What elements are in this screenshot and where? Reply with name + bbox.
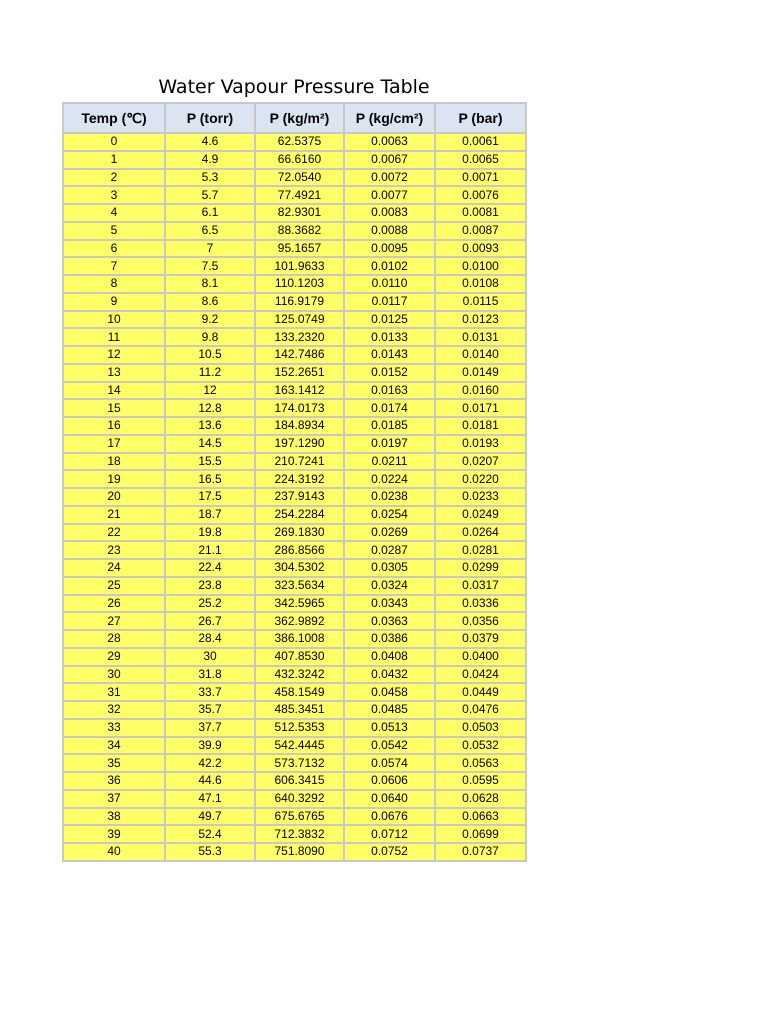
cell-kg-m2: 82.9301 xyxy=(255,204,344,222)
cell-temp: 2 xyxy=(63,169,165,187)
cell-temp: 18 xyxy=(63,453,165,471)
cell-kg-m2: 386.1008 xyxy=(255,630,344,648)
cell-kg-cm2: 0.0211 xyxy=(344,453,435,471)
vapour-pressure-table-container xyxy=(62,102,525,862)
cell-kg-m2: 133.2320 xyxy=(255,328,344,346)
cell-temp: 3 xyxy=(63,186,165,204)
cell-bar: 0.0093 xyxy=(435,240,526,258)
cell-temp: 17 xyxy=(63,435,165,453)
cell-kg-m2: 77.4921 xyxy=(255,186,344,204)
cell-bar: 0.0123 xyxy=(435,311,526,329)
cell-kg-m2: 712.3832 xyxy=(255,825,344,843)
cell-kg-cm2: 0.0287 xyxy=(344,541,435,559)
table-row xyxy=(63,399,526,417)
cell-bar: 0.0532 xyxy=(435,737,526,755)
cell-torr: 7.5 xyxy=(165,257,255,275)
table-row xyxy=(63,719,526,737)
cell-torr: 49.7 xyxy=(165,808,255,826)
table-row xyxy=(63,204,526,222)
cell-kg-cm2: 0.0152 xyxy=(344,364,435,382)
table-row xyxy=(63,506,526,524)
table-row xyxy=(63,612,526,630)
cell-kg-cm2: 0.0072 xyxy=(344,169,435,187)
cell-torr: 17.5 xyxy=(165,488,255,506)
cell-kg-m2: 72.0540 xyxy=(255,169,344,187)
cell-bar: 0.0424 xyxy=(435,666,526,684)
header-row xyxy=(63,103,526,133)
cell-kg-cm2: 0.0063 xyxy=(344,133,435,151)
cell-bar: 0.0100 xyxy=(435,257,526,275)
cell-temp: 8 xyxy=(63,275,165,293)
cell-torr: 30 xyxy=(165,648,255,666)
cell-kg-m2: 342.5965 xyxy=(255,595,344,613)
cell-temp: 11 xyxy=(63,328,165,346)
table-title: Water Vapour Pressure Table xyxy=(158,76,430,98)
cell-kg-cm2: 0.0197 xyxy=(344,435,435,453)
cell-torr: 5.7 xyxy=(165,186,255,204)
cell-bar: 0.0115 xyxy=(435,293,526,311)
table-row xyxy=(63,754,526,772)
cell-torr: 31.8 xyxy=(165,666,255,684)
cell-bar: 0.0336 xyxy=(435,595,526,613)
table-row xyxy=(63,648,526,666)
table-row xyxy=(63,169,526,187)
cell-torr: 6.5 xyxy=(165,222,255,240)
cell-torr: 12.8 xyxy=(165,399,255,417)
cell-temp: 33 xyxy=(63,719,165,737)
cell-temp: 24 xyxy=(63,559,165,577)
cell-temp: 28 xyxy=(63,630,165,648)
table-row xyxy=(63,346,526,364)
table-row xyxy=(63,737,526,755)
cell-torr: 7 xyxy=(165,240,255,258)
cell-bar: 0.0108 xyxy=(435,275,526,293)
cell-kg-cm2: 0.0676 xyxy=(344,808,435,826)
cell-bar: 0.0076 xyxy=(435,186,526,204)
cell-kg-m2: 640.3292 xyxy=(255,790,344,808)
cell-kg-m2: 88.3682 xyxy=(255,222,344,240)
cell-torr: 10.5 xyxy=(165,346,255,364)
cell-kg-cm2: 0.0133 xyxy=(344,328,435,346)
cell-kg-m2: 184.8934 xyxy=(255,417,344,435)
cell-temp: 25 xyxy=(63,577,165,595)
cell-bar: 0.0171 xyxy=(435,399,526,417)
cell-kg-m2: 95.1657 xyxy=(255,240,344,258)
cell-bar: 0.0595 xyxy=(435,772,526,790)
cell-bar: 0.0160 xyxy=(435,382,526,400)
cell-torr: 8.6 xyxy=(165,293,255,311)
cell-kg-cm2: 0.0269 xyxy=(344,524,435,542)
vapour-pressure-table xyxy=(62,102,527,862)
table-row xyxy=(63,772,526,790)
cell-kg-cm2: 0.0606 xyxy=(344,772,435,790)
cell-torr: 42.2 xyxy=(165,754,255,772)
cell-kg-cm2: 0.0432 xyxy=(344,666,435,684)
cell-kg-cm2: 0.0163 xyxy=(344,382,435,400)
cell-kg-m2: 116.9179 xyxy=(255,293,344,311)
cell-bar: 0.0503 xyxy=(435,719,526,737)
cell-temp: 23 xyxy=(63,541,165,559)
cell-kg-cm2: 0.0324 xyxy=(344,577,435,595)
cell-kg-cm2: 0.0185 xyxy=(344,417,435,435)
table-row xyxy=(63,186,526,204)
cell-torr: 4.9 xyxy=(165,151,255,169)
cell-kg-cm2: 0.0640 xyxy=(344,790,435,808)
cell-temp: 9 xyxy=(63,293,165,311)
cell-torr: 37.7 xyxy=(165,719,255,737)
cell-temp: 14 xyxy=(63,382,165,400)
cell-kg-cm2: 0.0254 xyxy=(344,506,435,524)
table-row xyxy=(63,843,526,861)
cell-kg-cm2: 0.0408 xyxy=(344,648,435,666)
cell-kg-m2: 362.9892 xyxy=(255,612,344,630)
cell-bar: 0.0449 xyxy=(435,683,526,701)
cell-kg-m2: 142.7486 xyxy=(255,346,344,364)
cell-kg-m2: 323.5634 xyxy=(255,577,344,595)
cell-temp: 0 xyxy=(63,133,165,151)
cell-torr: 15.5 xyxy=(165,453,255,471)
cell-kg-cm2: 0.0458 xyxy=(344,683,435,701)
table-row xyxy=(63,293,526,311)
cell-bar: 0.0207 xyxy=(435,453,526,471)
table-row xyxy=(63,488,526,506)
cell-bar: 0.0071 xyxy=(435,169,526,187)
cell-bar: 0.0065 xyxy=(435,151,526,169)
cell-torr: 35.7 xyxy=(165,701,255,719)
cell-kg-m2: 407.8530 xyxy=(255,648,344,666)
column-header-bar: P (bar) xyxy=(435,103,526,133)
cell-kg-m2: 573.7132 xyxy=(255,754,344,772)
cell-bar: 0.0379 xyxy=(435,630,526,648)
cell-temp: 35 xyxy=(63,754,165,772)
cell-bar: 0.0356 xyxy=(435,612,526,630)
cell-bar: 0.0299 xyxy=(435,559,526,577)
cell-kg-cm2: 0.0077 xyxy=(344,186,435,204)
cell-kg-cm2: 0.0088 xyxy=(344,222,435,240)
cell-temp: 5 xyxy=(63,222,165,240)
cell-kg-m2: 432.3242 xyxy=(255,666,344,684)
cell-temp: 12 xyxy=(63,346,165,364)
cell-bar: 0.0317 xyxy=(435,577,526,595)
cell-bar: 0.0563 xyxy=(435,754,526,772)
table-row xyxy=(63,808,526,826)
cell-torr: 13.6 xyxy=(165,417,255,435)
table-body xyxy=(63,133,526,861)
cell-kg-cm2: 0.0238 xyxy=(344,488,435,506)
cell-kg-m2: 210.7241 xyxy=(255,453,344,471)
cell-bar: 0.0081 xyxy=(435,204,526,222)
cell-bar: 0.0264 xyxy=(435,524,526,542)
cell-bar: 0.0131 xyxy=(435,328,526,346)
table-row xyxy=(63,541,526,559)
cell-kg-m2: 606.3415 xyxy=(255,772,344,790)
cell-kg-m2: 152.2651 xyxy=(255,364,344,382)
cell-temp: 21 xyxy=(63,506,165,524)
cell-torr: 4.6 xyxy=(165,133,255,151)
cell-kg-m2: 174.0173 xyxy=(255,399,344,417)
cell-torr: 16.5 xyxy=(165,470,255,488)
cell-temp: 31 xyxy=(63,683,165,701)
column-header-kg-m2: P (kg/m²) xyxy=(255,103,344,133)
cell-bar: 0.0149 xyxy=(435,364,526,382)
cell-temp: 32 xyxy=(63,701,165,719)
cell-torr: 55.3 xyxy=(165,843,255,861)
cell-kg-m2: 101.9633 xyxy=(255,257,344,275)
table-row xyxy=(63,257,526,275)
table-row xyxy=(63,470,526,488)
cell-temp: 39 xyxy=(63,825,165,843)
cell-bar: 0.0193 xyxy=(435,435,526,453)
table-row xyxy=(63,311,526,329)
cell-temp: 20 xyxy=(63,488,165,506)
cell-bar: 0.0061 xyxy=(435,133,526,151)
cell-kg-cm2: 0.0110 xyxy=(344,275,435,293)
cell-temp: 38 xyxy=(63,808,165,826)
column-header-temp: Temp (℃) xyxy=(63,103,165,133)
cell-kg-m2: 304.5302 xyxy=(255,559,344,577)
cell-kg-m2: 269.1830 xyxy=(255,524,344,542)
cell-temp: 7 xyxy=(63,257,165,275)
cell-torr: 19.8 xyxy=(165,524,255,542)
cell-bar: 0.0628 xyxy=(435,790,526,808)
table-row xyxy=(63,630,526,648)
cell-temp: 13 xyxy=(63,364,165,382)
table-row xyxy=(63,790,526,808)
cell-torr: 33.7 xyxy=(165,683,255,701)
cell-kg-cm2: 0.0224 xyxy=(344,470,435,488)
cell-temp: 27 xyxy=(63,612,165,630)
cell-temp: 15 xyxy=(63,399,165,417)
cell-kg-m2: 62.5375 xyxy=(255,133,344,151)
column-header-torr: P (torr) xyxy=(165,103,255,133)
cell-kg-cm2: 0.0513 xyxy=(344,719,435,737)
table-row xyxy=(63,133,526,151)
cell-temp: 26 xyxy=(63,595,165,613)
cell-kg-m2: 66.6160 xyxy=(255,151,344,169)
cell-kg-cm2: 0.0174 xyxy=(344,399,435,417)
cell-torr: 9.8 xyxy=(165,328,255,346)
cell-kg-cm2: 0.0386 xyxy=(344,630,435,648)
cell-temp: 34 xyxy=(63,737,165,755)
table-row xyxy=(63,328,526,346)
cell-kg-cm2: 0.0067 xyxy=(344,151,435,169)
cell-temp: 10 xyxy=(63,311,165,329)
table-row xyxy=(63,577,526,595)
cell-kg-cm2: 0.0343 xyxy=(344,595,435,613)
table-row xyxy=(63,275,526,293)
cell-kg-m2: 254.2284 xyxy=(255,506,344,524)
column-header-kg-cm2: P (kg/cm²) xyxy=(344,103,435,133)
cell-torr: 25.2 xyxy=(165,595,255,613)
cell-bar: 0.0737 xyxy=(435,843,526,861)
table-row xyxy=(63,666,526,684)
cell-temp: 30 xyxy=(63,666,165,684)
cell-bar: 0.0181 xyxy=(435,417,526,435)
table-row xyxy=(63,222,526,240)
cell-bar: 0.0281 xyxy=(435,541,526,559)
cell-torr: 22.4 xyxy=(165,559,255,577)
table-row xyxy=(63,453,526,471)
cell-bar: 0.0220 xyxy=(435,470,526,488)
table-row xyxy=(63,364,526,382)
cell-torr: 18.7 xyxy=(165,506,255,524)
cell-torr: 26.7 xyxy=(165,612,255,630)
table-row xyxy=(63,825,526,843)
table-row xyxy=(63,417,526,435)
cell-temp: 22 xyxy=(63,524,165,542)
table-row xyxy=(63,559,526,577)
cell-kg-m2: 542.4445 xyxy=(255,737,344,755)
cell-kg-cm2: 0.0712 xyxy=(344,825,435,843)
cell-torr: 8.1 xyxy=(165,275,255,293)
cell-kg-cm2: 0.0305 xyxy=(344,559,435,577)
cell-bar: 0.0233 xyxy=(435,488,526,506)
cell-kg-m2: 237.9143 xyxy=(255,488,344,506)
cell-torr: 12 xyxy=(165,382,255,400)
cell-kg-m2: 512.5353 xyxy=(255,719,344,737)
table-row xyxy=(63,595,526,613)
cell-kg-cm2: 0.0143 xyxy=(344,346,435,364)
table-row xyxy=(63,683,526,701)
cell-temp: 19 xyxy=(63,470,165,488)
cell-kg-cm2: 0.0095 xyxy=(344,240,435,258)
cell-temp: 40 xyxy=(63,843,165,861)
cell-temp: 1 xyxy=(63,151,165,169)
cell-temp: 29 xyxy=(63,648,165,666)
cell-torr: 28.4 xyxy=(165,630,255,648)
cell-kg-cm2: 0.0485 xyxy=(344,701,435,719)
cell-temp: 6 xyxy=(63,240,165,258)
table-row xyxy=(63,382,526,400)
cell-torr: 39.9 xyxy=(165,737,255,755)
cell-torr: 6.1 xyxy=(165,204,255,222)
cell-kg-cm2: 0.0574 xyxy=(344,754,435,772)
cell-bar: 0.0140 xyxy=(435,346,526,364)
cell-bar: 0.0663 xyxy=(435,808,526,826)
table-row xyxy=(63,240,526,258)
cell-bar: 0.0400 xyxy=(435,648,526,666)
cell-temp: 4 xyxy=(63,204,165,222)
table-row xyxy=(63,701,526,719)
cell-temp: 16 xyxy=(63,417,165,435)
cell-kg-cm2: 0.0117 xyxy=(344,293,435,311)
cell-bar: 0.0476 xyxy=(435,701,526,719)
cell-kg-cm2: 0.0752 xyxy=(344,843,435,861)
cell-kg-m2: 485.3451 xyxy=(255,701,344,719)
cell-kg-m2: 751.8090 xyxy=(255,843,344,861)
cell-torr: 23.8 xyxy=(165,577,255,595)
cell-kg-m2: 286.8566 xyxy=(255,541,344,559)
cell-torr: 52.4 xyxy=(165,825,255,843)
cell-torr: 47.1 xyxy=(165,790,255,808)
cell-bar: 0.0699 xyxy=(435,825,526,843)
table-row xyxy=(63,151,526,169)
cell-kg-cm2: 0.0083 xyxy=(344,204,435,222)
cell-torr: 14.5 xyxy=(165,435,255,453)
cell-torr: 11.2 xyxy=(165,364,255,382)
cell-kg-m2: 125.0749 xyxy=(255,311,344,329)
cell-kg-m2: 224.3192 xyxy=(255,470,344,488)
cell-temp: 36 xyxy=(63,772,165,790)
cell-kg-m2: 675.6765 xyxy=(255,808,344,826)
cell-kg-cm2: 0.0102 xyxy=(344,257,435,275)
cell-bar: 0.0249 xyxy=(435,506,526,524)
cell-kg-m2: 458.1549 xyxy=(255,683,344,701)
table-row xyxy=(63,435,526,453)
cell-torr: 21.1 xyxy=(165,541,255,559)
cell-kg-cm2: 0.0542 xyxy=(344,737,435,755)
cell-torr: 44.6 xyxy=(165,772,255,790)
cell-kg-cm2: 0.0363 xyxy=(344,612,435,630)
cell-kg-m2: 110.1203 xyxy=(255,275,344,293)
cell-torr: 9.2 xyxy=(165,311,255,329)
cell-kg-m2: 197.1290 xyxy=(255,435,344,453)
cell-bar: 0.0087 xyxy=(435,222,526,240)
cell-temp: 37 xyxy=(63,790,165,808)
table-row xyxy=(63,524,526,542)
cell-kg-cm2: 0.0125 xyxy=(344,311,435,329)
cell-kg-m2: 163.1412 xyxy=(255,382,344,400)
cell-torr: 5.3 xyxy=(165,169,255,187)
